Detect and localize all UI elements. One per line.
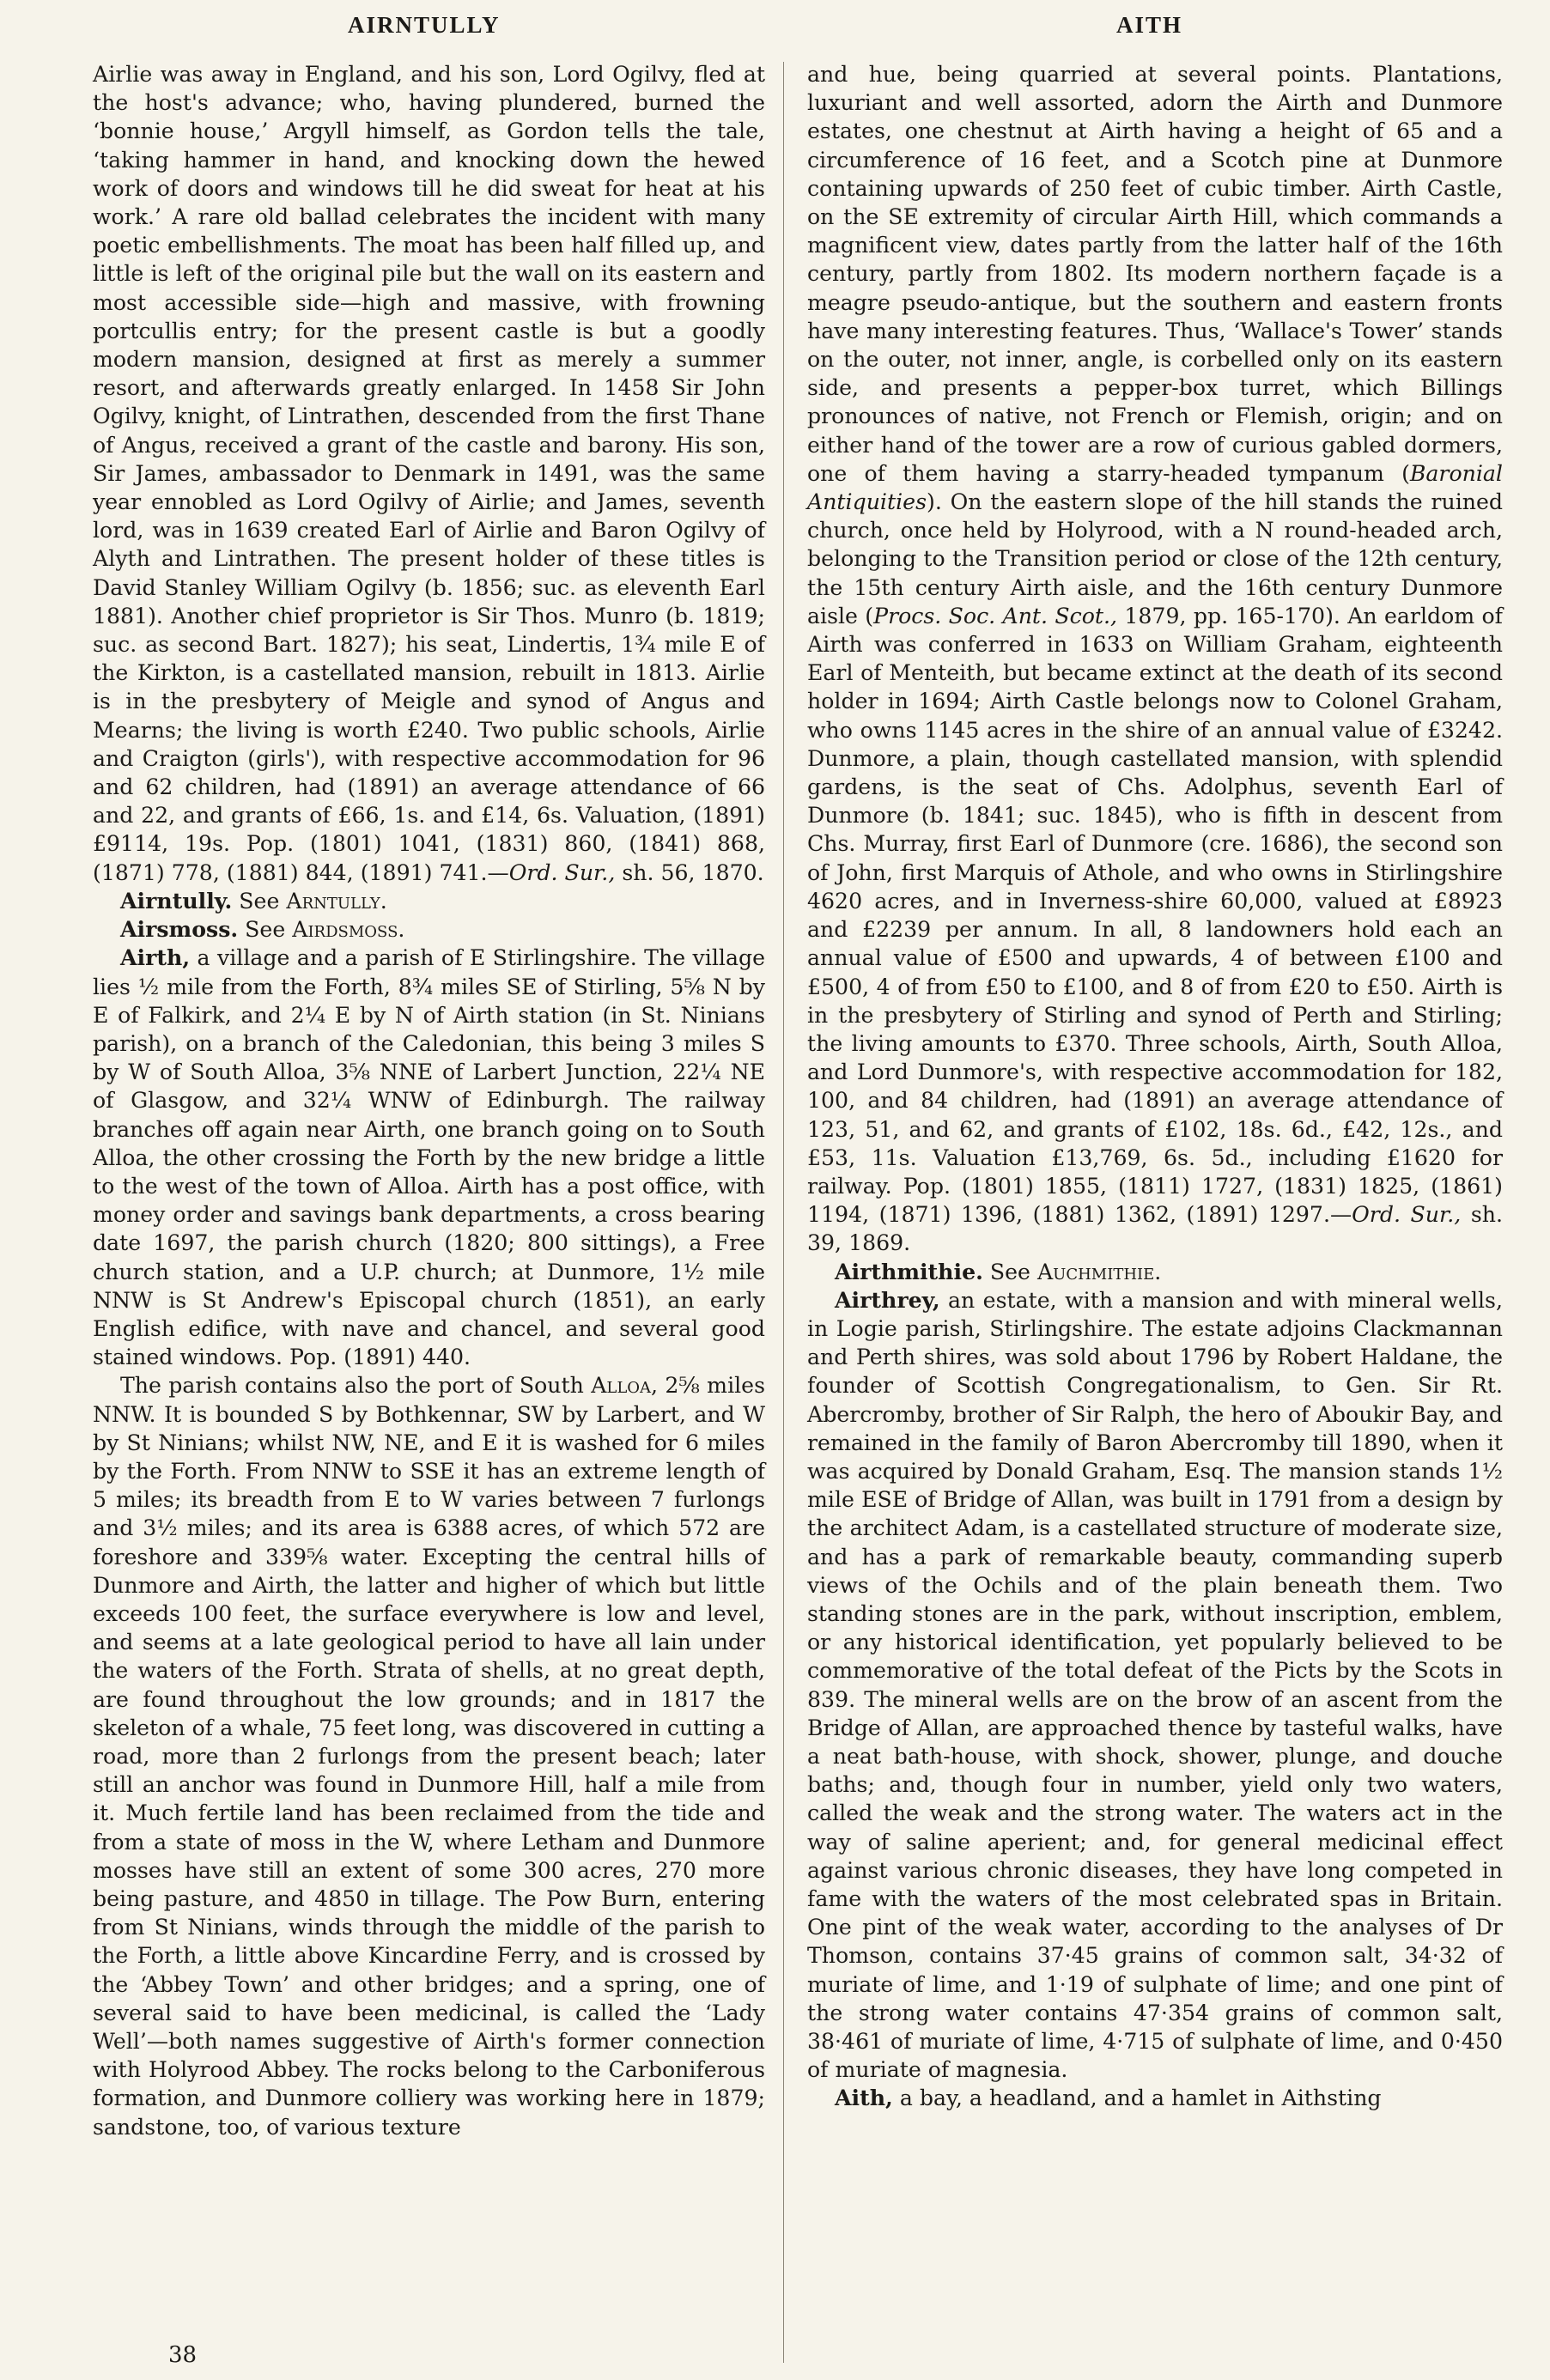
running-head-right: AITH [1116, 12, 1183, 38]
entry-airsmoss: Airsmoss. See Airdsmoss. [120, 916, 405, 943]
headword: Airsmoss. [120, 916, 239, 943]
page-number: 38 [168, 2342, 198, 2368]
headword: Airthrey, [835, 1286, 940, 1313]
entry-airth: Airth, a village and a parish of E Stirlingshire. The village lies ½ mile from the Forth, 8¾ miles SE of Stirling, 5⅝ N by E of Falkirk, and 2¼ E by N of Airth station (in St. Ninians parish), on a branch of the Caledonian, this being 3 miles S by W of South Alloa, 3⅝ NNE of Larbert Junction, 22¼ NE of Glasgow, and 32¼ WNW of Edinburgh. The railway branches off again near Airth, one branch going on to South Alloa, the other crossing the Forth by the new bridge a little to the west of the town of Alloa. Airth has a post office, with money order and savings bank departments, a cross bearing date 1697, the parish church (1820; 800 sittings), a Free church station, and a U.P. church; at Dunmore, 1½ mile NNW is St Andrew's Episcopal church (1851), an early English edifice, with nave and chancel, and several good stained windows. Pop. (1891) 440. [93, 944, 765, 1370]
column-divider [783, 62, 784, 2363]
cross-reference: Airdsmoss. [292, 917, 405, 943]
airth-continuation: and hue, being quarried at several points. Plantations, luxuriant and well assorted, adorn the Airth and Dunmore estates, one chestnut at Airth having a height of 65 and a circumference of 16 feet, and a Scotch pine at Dunmore containing upwards of 250 feet of cubic timber. Airth Castle, on the SE extremity of circular Airth Hill, which commands a magnificent view, dates partly from the latter half of the 16th century, partly from 1802. Its modern northern façade is a meagre pseudo-antique, but the southern and eastern fronts have many interesting features. Thus, ‘Wallace's Tower’ stands on the outer, not inner, angle, is corbelled only on its eastern side, and presents a pepper-box turret, which Billings pronounces of native, not French or Flemish, origin; and on either hand of the tower are a row of curious gabled dormers, one of them having a starry-headed tympanum (Baronial Antiquities). On the eastern slope of the hill stands the ruined church, once held by Holyrood, with a N round-headed arch, belonging to the Transition period or close of the 12th century, the 15th century Airth aisle, and the 16th century Dunmore aisle (Procs. Soc. Ant. Scot., 1879, pp. 165-170). An earldom of Airth was conferred in 1633 on William Graham, eighteenth Earl of Menteith, but became extinct at the death of its second holder in 1694; Airth Castle belongs now to Colonel Graham, who owns 1145 acres in the shire of an annual value of £3242. Dunmore, a plain, though castellated mansion, with splendid gardens, is the seat of Chs. Adolphus, seventh Earl of Dunmore (b. 1841; suc. 1845), who is fifth in descent from Chs. Murray, first Earl of Dunmore (cre. 1686), the second son of John, first Marquis of Athole, and who owns in Stirlingshire 4620 acres, and in Inverness-shire 60,000, valued at £8923 and £2239 per annum. In all, 8 landowners hold each an annual value of £500 and upwards, 4 of between £100 and £500, 4 of from £50 to £100, and 8 of from £20 to £50. Airth is in the presbytery of Stirling and synod of Perth and Stirling; the living amounts to £370. Three schools, Airth, South Alloa, and Lord Dunmore's, with respective accommodation for 182, 100, and 84 children, had (1891) an average attendance of 123, 51, and 62, and grants of £102, 18s. 6d., £42, 12s., and £53, 11s. Valuation £13,769, 6s. 5d., including £1620 for railway. Pop. (1801) 1855, (1811) 1727, (1831) 1825, (1861) 1194, (1871) 1396, (1881) 1362, (1891) 1297.—Ord. Sur., sh. 39, 1869. [807, 62, 1503, 1256]
running-head-left: AIRNTULLY [348, 12, 501, 38]
headword: Aith, [835, 2085, 893, 2111]
entry-airntully: Airntully. See Arntully. [120, 887, 387, 914]
entry-aith: Aith, a bay, a headland, and a hamlet in Aithsting [835, 2085, 1382, 2111]
left-column [93, 60, 765, 2141]
entry-airthmithie: Airthmithie. See Auchmithie. [835, 1258, 1162, 1284]
cross-reference: Arntully. [286, 888, 387, 914]
headword: Airntully. [120, 887, 233, 914]
right-column [807, 60, 1503, 2113]
cross-reference: Auchmithie. [1036, 1259, 1162, 1284]
airth-parish-paragraph: The parish contains also the port of South Alloa, 2⅝ miles NNW. It is bounded S by Bothkennar, SW by Larbert, and W by St Ninians; whilst NW, NE, and E it is washed for 6 miles by the Forth. From NNW to SSE it has an extreme length of 5 miles; its breadth from E to W varies between 7 furlongs and 3½ miles; and its area is 6388 acres, of which 572 are foreshore and 339⅝ water. Excepting the central hills of Dunmore and Airth, the latter and higher of which but little exceeds 100 feet, the surface everywhere is low and level, and seems at a late geological period to have all lain under the waters of the Forth. Strata of shells, at no great depth, are found throughout the low grounds; and in 1817 the skeleton of a whale, 75 feet long, was discovered in cutting a road, more than 2 furlongs from the present beach; later still an anchor was found in Dunmore Hill, half a mile from it. Much fertile land has been reclaimed from the tide and from a state of moss in the W, where Letham and Dunmore mosses have still an extent of some 300 acres, 270 more being pasture, and 4850 in tillage. The Pow Burn, entering from St Ninians, winds through the middle of the parish to the Forth, a little above Kincardine Ferry, and is crossed by the ‘Abbey Town’ and other bridges; and a spring, one of several said to have been medicinal, is called the ‘Lady Well’—both names suggestive of Airth's former connection with Holyrood Abbey. The rocks belong to the Carboniferous formation, and Dunmore colliery was working here in 1879; sandstone, too, of various texture [93, 1373, 766, 2140]
headword: Airthmithie. [835, 1258, 983, 1284]
airlie-continuation: Airlie was away in England, and his son, Lord Ogilvy, fled at the host's advance; who, having plundered, burned the ‘bonnie house,’ Argyll himself, as Gordon tells the tale, ‘taking hammer in hand, and knocking down the hewed work of doors and windows till he did sweat for heat at his work.’ A rare old ballad celebrates the incident with many poetic embellishments. The moat has been half filled up, and little is left of the original pile but the wall on its eastern and most accessible side—high and massive, with frowning portcullis entry; for the present castle is but a goodly modern mansion, designed at first as merely a summer resort, and afterwards greatly enlarged. In 1458 Sir John Ogilvy, knight, of Lintrathen, descended from the first Thane of Angus, received a grant of the castle and barony. His son, Sir James, ambassador to Denmark in 1491, was the same year ennobled as Lord Ogilvy of Airlie; and James, seventh lord, was in 1639 created Earl of Airlie and Baron Ogilvy of Alyth and Lintrathen. The present holder of these titles is David Stanley William Ogilvy (b. 1856; suc. as eleventh Earl 1881). Another chief proprietor is Sir Thos. Munro (b. 1819; suc. as second Bart. 1827); his seat, Lindertis, 1¾ mile E of the Kirkton, is a castellated mansion, rebuilt in 1813. Airlie is in the presbytery of Meigle and synod of Angus and Mearns; the living is worth £240. Two public schools, Airlie and Craigton (girls'), with respective accommodation for 96 and 62 children, had (1891) an average attendance of 66 and 22, and grants of £66, 1s. and £14, 6s. Valuation, (1891) £9114, 19s. Pop. (1801) 1041, (1831) 860, (1841) 868, (1871) 778, (1881) 844, (1891) 741.—Ord. Sur., sh. 56, 1870. [93, 62, 765, 885]
headword: Airth, [120, 944, 191, 971]
entry-airthrey: Airthrey, an estate, with a mansion and with mineral wells, in Logie parish, Stirlingshire. The estate adjoins Clackmannan and Perth shires, was sold about 1796 by Robert Haldane, the founder of Scottish Congregationalism, to Gen. Sir Rt. Abercromby, brother of Sir Ralph, the hero of Aboukir Bay, and remained in the family of Baron Abercromby till 1890, when it was acquired by Donald Graham, Esq. The mansion stands 1½ mile ESE of Bridge of Allan, was built in 1791 from a design by the architect Adam, is a castellated structure of moderate size, and has a park of remarkable beauty, commanding superb views of the Ochils and of the plain beneath them. Two standing stones are in the park, without inscription, emblem, or any historical identification, yet popularly believed to be commemorative of the total defeat of the Picts by the Scots in 839. The mineral wells are on the brow of an ascent from the Bridge of Allan, are approached thence by tasteful walks, have a neat bath-house, with shock, shower, plunge, and douche baths; and, though four in number, yield only two waters, called the weak and the strong water. The waters act in the way of saline aperient; and, for general medicinal effect against various chronic diseases, they have long competed in fame with the waters of the most celebrated spas in Britain. One pint of the weak water, according to the analyses of Dr Thomson, contains 37·45 grains of common salt, 34·32 of muriate of lime, and 1·19 of sulphate of lime; and one pint of the strong water contains 47·354 grains of common salt, 38·461 of muriate of lime, 4·715 of sulphate of lime, and 0·450 of muriate of magnesia. [807, 1286, 1503, 2083]
